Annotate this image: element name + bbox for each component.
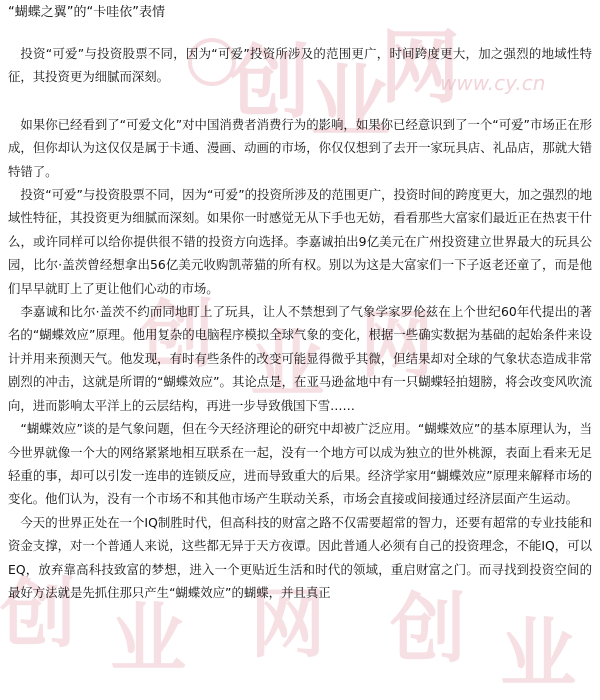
paragraph-5: “蝴蝶效应”谈的是气象问题，但在今天经济理论的研究中却被广泛应用。“蝴蝶效应”的基本原理认为，当今世界就像一个大的网络紧紧地相互联系在一起，没有一个地方可以成为独立的世外桃源，表面上看来无足轻重的事，却可以引发一连串的连锁反应，进而导致重大的后果。经济学家用“蝴蝶效应”原理来解释市场的变化。他们认为，没有一个市场不和其他市场产生联动关系，市场会直接或间接通过经济层面产生运动。 (8, 421, 592, 507)
paragraph-4: 李嘉诚和比尔·盖茨不约而同地盯上了玩具，让人不禁想到了气象学家罗伦兹在上个世纪60年代提出的著名的“蝴蝶效应”原理。他用复杂的电脑程序模拟全球气象的变化，根据一些确实数据为基础的起始条件来设计并用来预测天气。他发现，有时有些条件的改变可能显得微乎其微，但结果却对全球的气象状态造成非常剧烈的冲击，这就是所谓的“蝴蝶效应”。其论点是，在亚马逊盆地中有一只蝴蝶轻拍翅膀，将会改变风吹流向，进而影响太平洋上的云层结构，再进一步导致俄国下雪…… (8, 304, 592, 413)
svg-text:网: 网 (380, 21, 460, 114)
svg-text:业: 业 (310, 56, 390, 149)
svg-text:业: 业 (110, 594, 186, 683)
svg-text:创: 创 (0, 569, 76, 658)
paragraph-6: 今天的世界正处在一个IQ制胜时代，但高科技的财富之路不仅需要超常的智力，还要有超常的专业技能和资金支撑，对一个普通人来说，这些都无异于天方夜谭。因此普通人必须有自己的投资理念，不能IQ，可以EQ，放弃靠高科技致富的梦想，进入一个更贴近生活和时代的领域，重启财富之门。而寻找到投资空间的最好方法就是先抓住那只产生“蝴蝶效应”的蝴蝶，并且真正 (8, 514, 592, 600)
svg-text:网: 网 (360, 302, 434, 388)
svg-text:www.cy.cn: www.cy.cn (440, 71, 546, 95)
article-title: “蝴蝶之翼”的“卡哇依”表情 (8, 5, 165, 20)
svg-text:网: 网 (250, 579, 326, 668)
svg-text:创: 创 (230, 36, 310, 129)
svg-text:业: 业 (250, 322, 324, 408)
svg-text:业: 业 (500, 609, 576, 698)
paragraph-2: 如果你已经看到了“可爱文化”对中国消费者消费行为的影响，如果你已经意识到了一个“可爱”市场正在形成，但你却认为这仅仅是属于卡通、漫画、动画的市场，你仅仅想到了去开一家玩具店、礼品店，那就大错特错了。 (8, 116, 592, 179)
svg-text:创: 创 (390, 584, 466, 673)
paragraph-3: 投资“可爱”与投资股票不同，因为“可爱”的投资所涉及的范围更广，投资时间的跨度更大，加之强烈的地域性特征，其投资更为细腻而深刻。如果你一时感觉无从下手也无妨，看看那些大富家们最近正在热衷干什么，或许同样可以给你提供很不错的投资方向选择。李嘉诚拍出9亿美元在广州投资建立世界最大的玩具公园，比尔·盖茨曾经想拿出56亿美元收购凯蒂猫的所有权。别以为这是大富家们一下子返老还童了，而是他们早早就盯上了更让他们心动的市场。 (8, 187, 592, 296)
svg-text:创: 创 (140, 292, 214, 378)
paragraph-1: 投资“可爱”与投资股票不同，因为“可爱”投资所涉及的范围更广，时间跨度更大，加之强烈的地域性特征，其投资更为细腻而深刻。 (8, 46, 592, 85)
